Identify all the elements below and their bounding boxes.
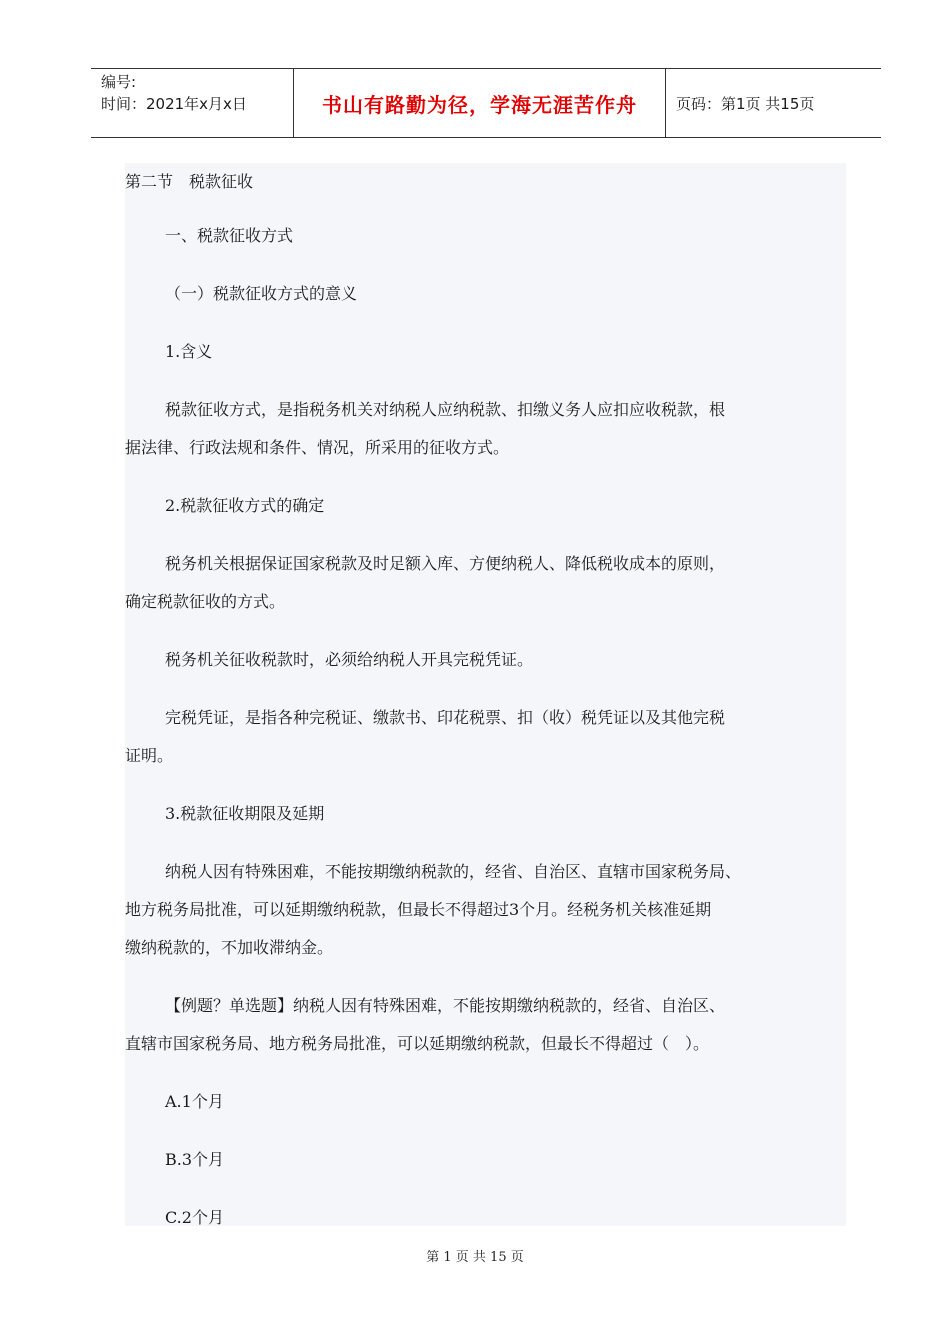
section-title: 第二节 税款征收	[125, 172, 254, 191]
option-b: B.3个月	[165, 1150, 225, 1169]
option-c: C.2个月	[165, 1208, 224, 1226]
item1-text-line1: 税款征收方式，是指税务机关对纳税人应纳税款、扣缴义务人应扣应收税款，根	[165, 400, 726, 419]
example-line1: 【例题？单选题】纳税人因有特殊困难，不能按期缴纳税款的，经省、自治区、	[165, 996, 726, 1015]
header-page-info: 页码：第1页 共15页	[676, 94, 815, 113]
item2-text-line2: 确定税款征收的方式。	[125, 592, 286, 611]
item3-text-line1: 纳税人因有特殊困难，不能按期缴纳税款的，经省、自治区、直辖市国家税务局、	[165, 862, 742, 881]
page-header	[91, 68, 881, 138]
item3-title: 3.税款征收期限及延期	[165, 804, 325, 823]
heading-2: （一）税款征收方式的意义	[165, 284, 358, 303]
heading-1: 一、税款征收方式	[165, 226, 294, 245]
item3-text-line2: 地方税务局批准，可以延期缴纳税款，但最长不得超过3个月。经税务机关核准延期	[125, 900, 712, 919]
item1-text-line2: 据法律、行政法规和条件、情况，所采用的征收方式。	[125, 438, 510, 457]
header-meta	[91, 69, 293, 137]
item2-text-line1: 税务机关根据保证国家税款及时足额入库、方便纳税人、降低税收成本的原则，	[165, 554, 726, 573]
item2-title: 2.税款征收方式的确定	[165, 496, 325, 515]
header-motto: 书山有路勤为径，学海无涯苦作舟	[293, 69, 666, 137]
item1-title: 1.含义	[165, 342, 213, 361]
example-line2: 直辖市国家税务局、地方税务局批准，可以延期缴纳税款，但最长不得超过（ ）。	[125, 1034, 710, 1053]
item3-text-line3: 缴纳税款的，不加收滞纳金。	[125, 938, 334, 957]
item2-text3-line1: 完税凭证，是指各种完税证、缴款书、印花税票、扣（收）税凭证以及其他完税	[165, 708, 726, 727]
document-body	[125, 163, 846, 1226]
serial-label: 编号:	[101, 73, 137, 91]
time-label: 时间：2021年x月x日	[101, 95, 247, 113]
item2-text2: 税务机关征收税款时，必须给纳税人开具完税凭证。	[165, 650, 534, 669]
item2-text3-line2: 证明。	[125, 746, 174, 765]
page-footer: 第 1 页 共 15 页	[426, 1250, 524, 1265]
option-a: A.1个月	[165, 1092, 224, 1111]
